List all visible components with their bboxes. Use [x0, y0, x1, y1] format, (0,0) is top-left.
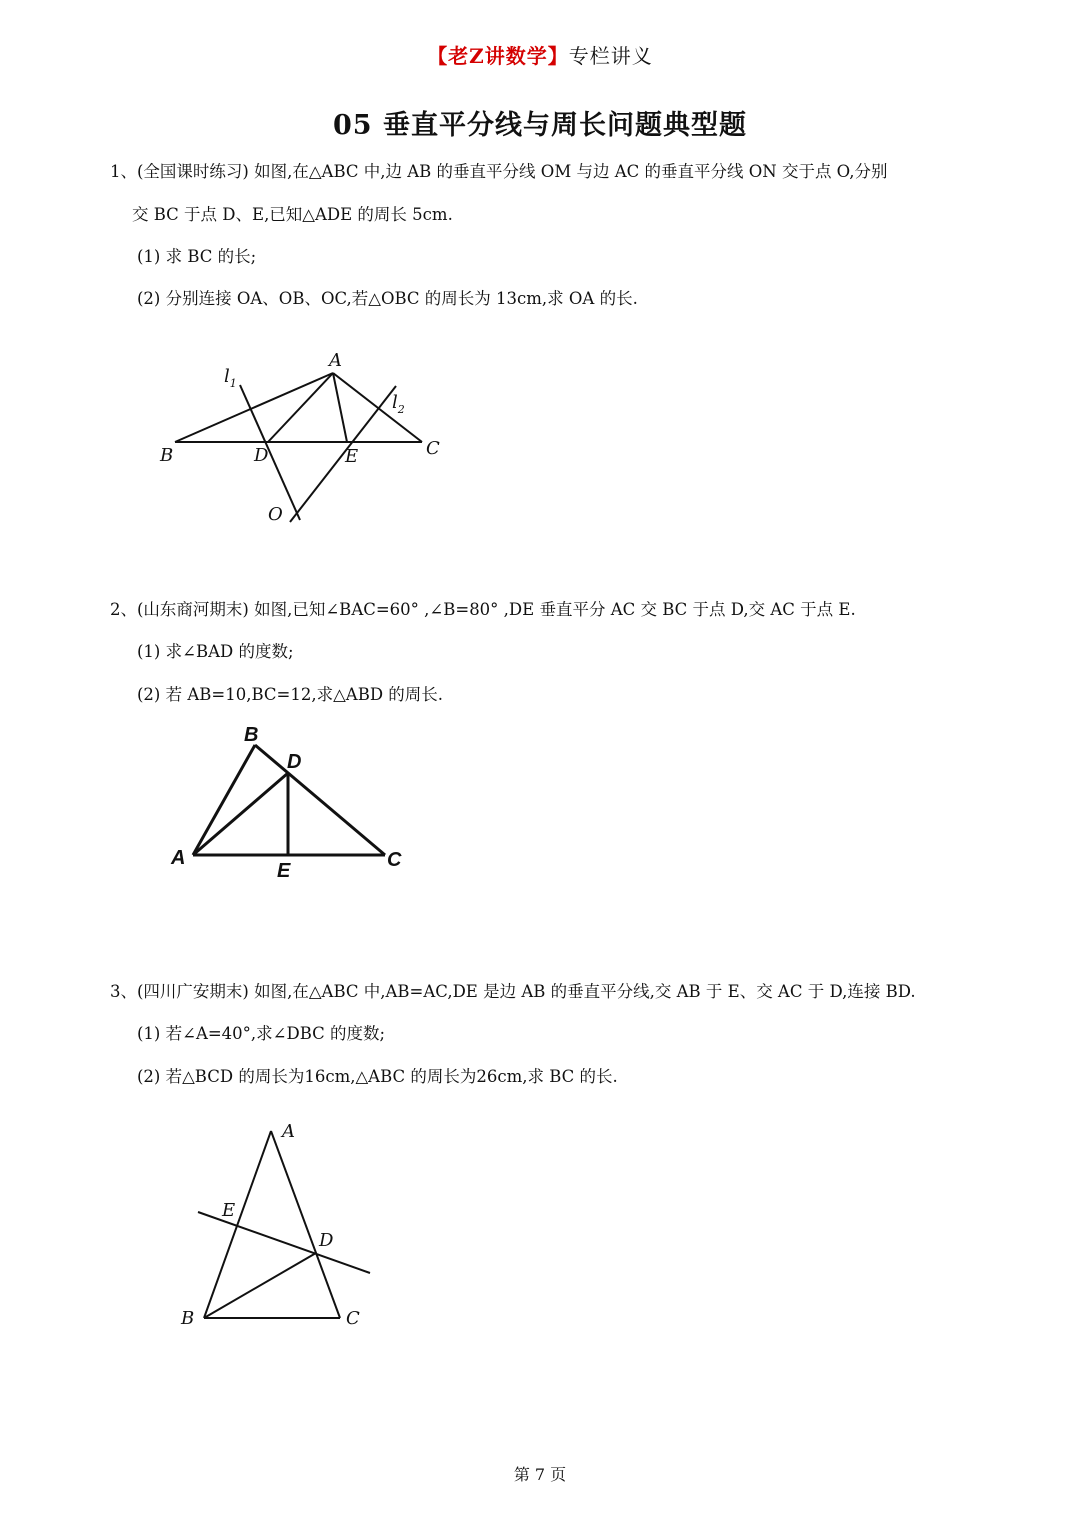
label-o: O: [268, 504, 283, 525]
label-a: A: [329, 350, 342, 371]
label-c: C: [426, 438, 440, 459]
segment-ab: [204, 1131, 271, 1318]
label-d: D: [319, 1230, 334, 1251]
problem-1-question-1: (1) 求 BC 的长;: [137, 247, 257, 266]
segment-ac: [333, 373, 422, 442]
segment-ad: [193, 773, 288, 855]
page-title: 05 垂直平分线与周长问题典型题: [333, 110, 747, 141]
label-a: A: [171, 847, 186, 869]
label-c: C: [346, 1308, 360, 1329]
page-header: [0, 40, 1080, 69]
segment-ad: [268, 373, 333, 442]
segment-ab: [193, 745, 255, 855]
label-a: A: [282, 1121, 295, 1142]
label-e: E: [345, 446, 359, 467]
segment-bc: [255, 745, 385, 855]
problem-3-line-1: 3、(四川广安期末) 如图,在△ABC 中,AB=AC,DE 是边 AB 的垂直平分线,交 AB 于 E、交 AC 于 D,连接 BD.: [110, 982, 916, 1001]
problem-3-figure: [170, 1115, 390, 1335]
header-suffix: 专栏讲义: [568, 44, 653, 68]
problem-1-figure: [150, 340, 470, 540]
segment-bd: [204, 1253, 316, 1318]
perpendicular-bisector-l2: [290, 386, 396, 522]
label-d: D: [254, 445, 269, 466]
problem-3-question-1: (1) 若∠A=40°,求∠DBC 的度数;: [137, 1024, 386, 1043]
problem-1-question-2: (2) 分别连接 OA、OB、OC,若△OBC 的周长为 13cm,求 OA 的长.: [137, 289, 638, 308]
problem-2-question-1: (1) 求∠BAD 的度数;: [137, 642, 294, 661]
problem-2-question-2: (2) 若 AB=10,BC=12,求△ABD 的周长.: [137, 685, 444, 704]
segment-ac: [271, 1131, 340, 1318]
problem-1-line-1: 1、(全国课时练习) 如图,在△ABC 中,边 AB 的垂直平分线 OM 与边 AC 的垂直平分线 ON 交于点 O,分别: [110, 162, 888, 181]
label-e: E: [277, 860, 291, 882]
problem-1-line-2: 交 BC 于点 D、E,已知△ADE 的周长 5cm.: [132, 205, 453, 224]
header-brand: 【老Z讲数学】: [427, 44, 569, 68]
label-b: B: [181, 1308, 195, 1329]
page-number: 第 7 页: [513, 1465, 567, 1484]
perpendicular-bisector-l1: [240, 385, 300, 520]
label-b: B: [160, 445, 174, 466]
label-e: E: [222, 1200, 236, 1221]
segment-ab: [175, 373, 333, 442]
label-b: B: [244, 724, 259, 746]
label-l1: $l_1$: [224, 366, 237, 390]
problem-3-question-2: (2) 若△BCD 的周长为16cm,△ABC 的周长为26cm,求 BC 的长.: [137, 1067, 618, 1086]
label-c: C: [387, 849, 402, 871]
problem-2-figure: [160, 715, 420, 890]
label-l2: $l_2$: [392, 392, 405, 416]
label-d: D: [287, 751, 302, 773]
problem-2-line-1: 2、(山东商河期末) 如图,已知∠BAC=60° ,∠B=80° ,DE 垂直平分 AC 交 BC 于点 D,交 AC 于点 E.: [110, 600, 856, 619]
